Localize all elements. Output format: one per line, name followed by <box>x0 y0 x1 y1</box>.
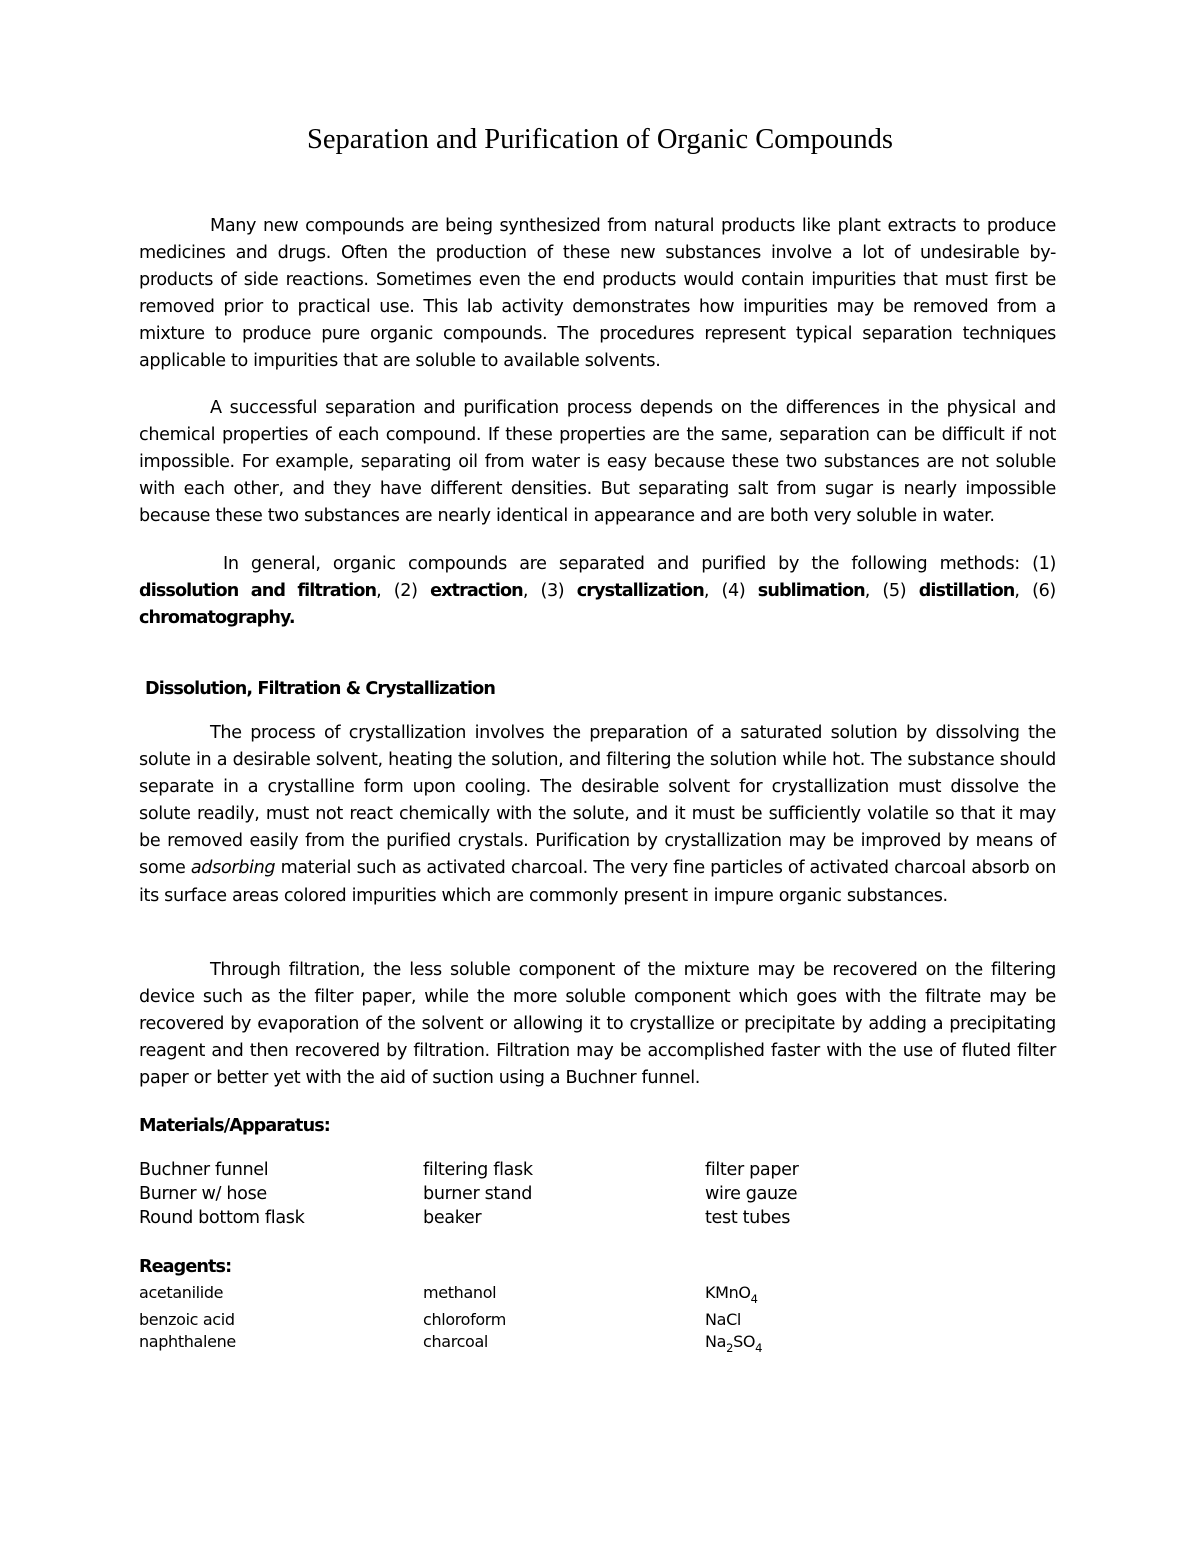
section-heading: Dissolution, Filtration & Crystallization <box>145 679 495 699</box>
materials-row <box>139 1208 1039 1232</box>
materials-row <box>139 1160 1039 1184</box>
material-item: filtering flask <box>423 1160 533 1180</box>
crystallization-text-italic: adsorbing <box>190 858 276 879</box>
reagent-formula: KMnO$_4$ <box>705 1283 758 1306</box>
material-item: Buchner funnel <box>139 1160 269 1180</box>
reagent-formula: $Na_2SO_4$ <box>705 1332 763 1355</box>
materials-row <box>139 1184 1039 1208</box>
crystallization-text-a: The process of crystallization involves the preparation of a saturated solution by dissolving the solute in a desirable solvent, heating the solution, and filtering the solution while hot. The substance should separate in a crystalline form upon cooling. The desirable solvent for crystallization must dissolve the solute readily, must not react chemically with the solute, and it must be sufficiently volatile so that it may be removed easily from the purified crystals. Purification by crystallization may be improved by means of some <box>139 723 1056 879</box>
material-item: test tubes <box>705 1208 791 1228</box>
materials-heading: Materials/Apparatus: <box>139 1116 330 1136</box>
method-number: (5) <box>882 581 907 602</box>
method-name: distillation <box>918 581 1015 602</box>
reagent-item: naphthalene <box>139 1332 236 1351</box>
intro-paragraph-1-text: Many new compounds are being synthesized from natural products like plant extracts to produce medicines and drugs. Often the production of these new substances involve a lot of undesirable by-products of side reactions. Sometimes even the end products would contain impurities that must first be removed prior to practical use. This lab activity demonstrates how impurities may be removed from a mixture to produce pure organic compounds. The procedures represent typical separation techniques applicable to impurities that are soluble to available solvents. <box>139 216 1056 372</box>
method-number: (3) <box>540 581 565 602</box>
document-title: Separation and Purification of Organic Compounds <box>307 124 893 155</box>
method-name: chromatography. <box>139 608 295 629</box>
reagent-item: acetanilide <box>139 1283 224 1302</box>
reagents-row <box>139 1283 1039 1307</box>
material-item: burner stand <box>423 1184 533 1204</box>
material-item: Round bottom flask <box>139 1208 305 1228</box>
reagents-row <box>139 1332 1039 1356</box>
material-item: Burner w/ hose <box>139 1184 267 1204</box>
reagent-item: methanol <box>423 1283 497 1302</box>
method-name: dissolution and filtration <box>139 581 377 602</box>
intro-paragraph-1 <box>139 213 1056 376</box>
crystallization-paragraph <box>139 720 1056 910</box>
methods-lead-text: In general, organic compounds are separated and purified by the following methods: (1) <box>223 554 1056 574</box>
reagent-formula: NaCl <box>705 1310 741 1329</box>
method-name: extraction <box>430 581 523 602</box>
reagent-item: chloroform <box>423 1310 506 1329</box>
filtration-text: Through filtration, the less soluble component of the mixture may be recovered on the filtering device such as the filter paper, while the more soluble component which goes with the filtrate may be recovered by evaporation of the solvent or allowing it to crystallize or precipitate by adding a precipitating reagent and then recovered by filtration. Filtration may be accomplished faster with the use of fluted filter paper or better yet with the aid of suction using a Buchner funnel. <box>139 960 1056 1089</box>
material-item: wire gauze <box>705 1184 798 1204</box>
reagents-row <box>139 1310 1039 1334</box>
method-name: sublimation <box>757 581 865 602</box>
reagent-item: charcoal <box>423 1332 489 1351</box>
method-name: crystallization <box>576 581 704 602</box>
method-number: (6) <box>1032 581 1056 602</box>
methods-paragraph: In general, organic compounds are separated and purified by the following methods: (1) dissolution and filtration, (2) extraction, (3) crystallization, (4) sublimation, (5) distillation, (6) chromatography. <box>139 554 1056 629</box>
reagent-item: benzoic acid <box>139 1310 235 1329</box>
method-number: (2) <box>393 581 418 602</box>
intro-paragraph-2 <box>139 395 1056 530</box>
reagents-heading: Reagents: <box>139 1257 232 1277</box>
material-item: filter paper <box>705 1160 799 1180</box>
filtration-paragraph <box>139 957 1056 1092</box>
method-number: (4) <box>721 581 746 602</box>
material-item: beaker <box>423 1208 482 1228</box>
intro-paragraph-2-text: A successful separation and purification process depends on the differences in the physical and chemical properties of each compound. If these properties are the same, separation can be difficult if not impossible. For example, separating oil from water is easy because these two substances are not soluble with each other, and they have different densities. But separating salt from sugar is nearly impossible because these two substances are nearly identical in appearance and are both very soluble in water. <box>139 398 1056 527</box>
crystallization-text-b: material such as activated charcoal. The very fine particles of activated charcoal absorb on its surface areas colored impurities which are commonly present in impure organic substances. <box>139 858 1056 906</box>
